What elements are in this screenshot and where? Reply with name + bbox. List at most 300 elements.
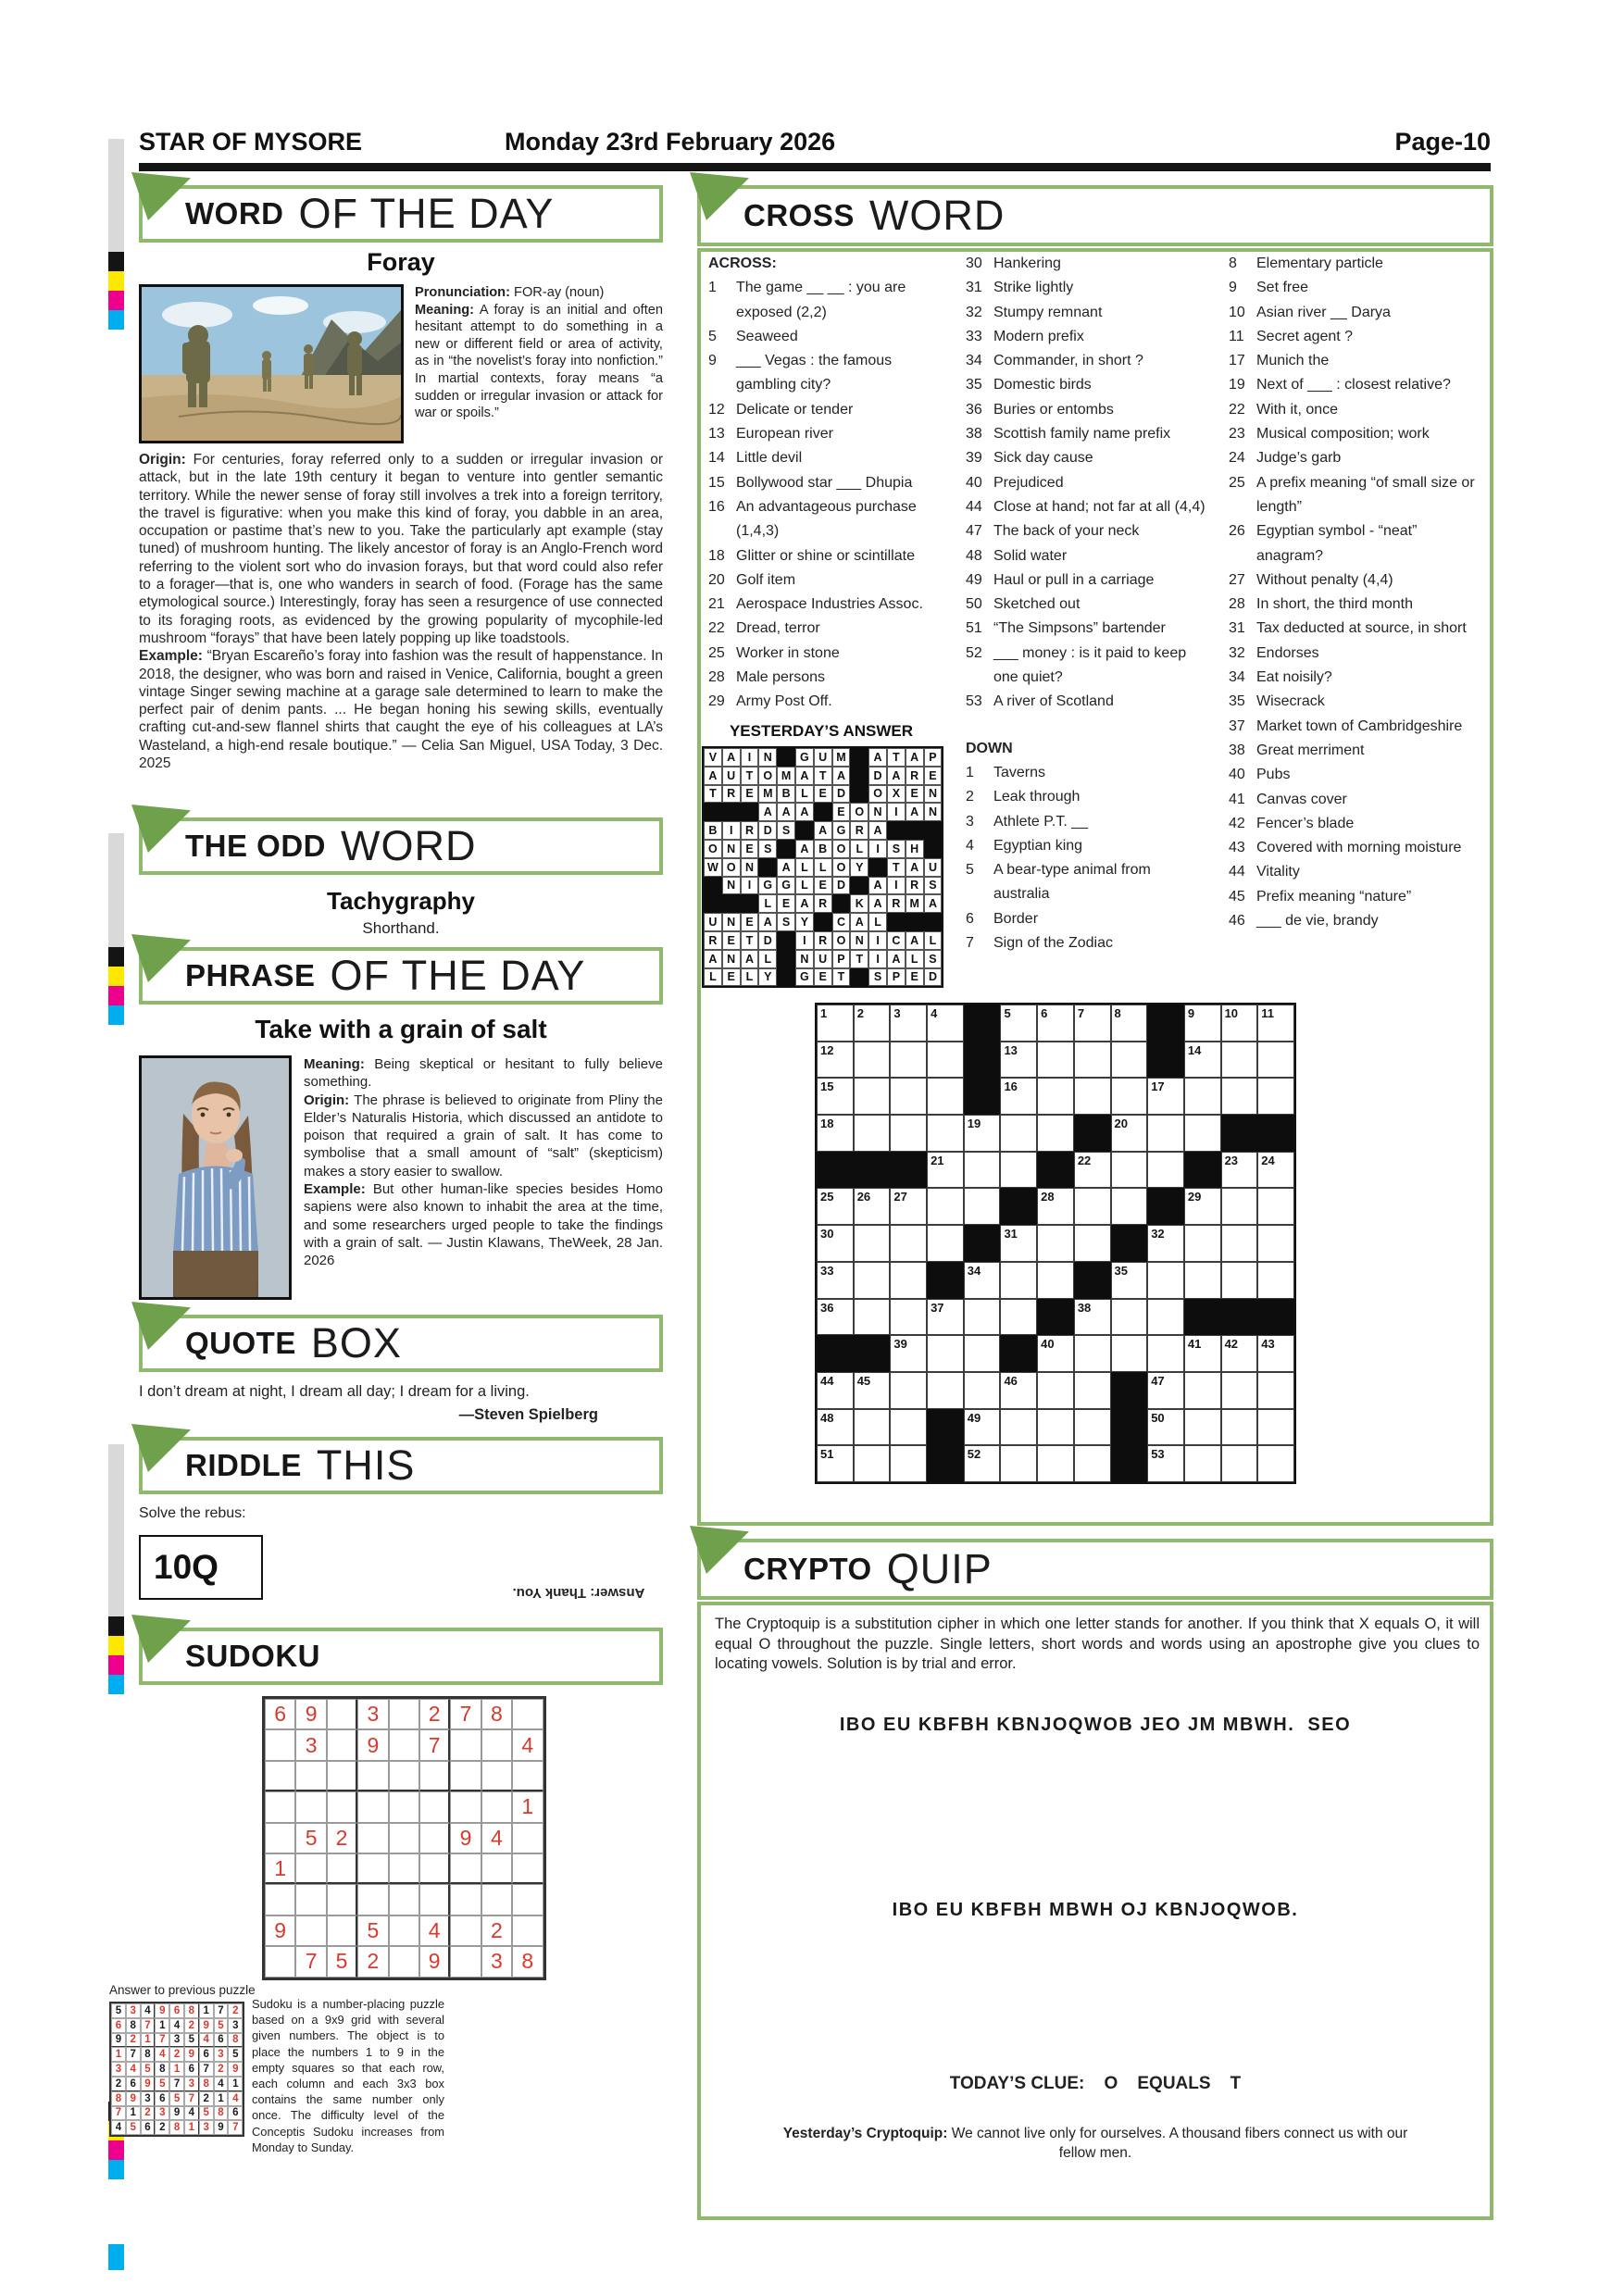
crossword-cell[interactable] (890, 1445, 927, 1482)
phrase-body (139, 1015, 663, 1300)
answer-letter-cell: D (832, 785, 851, 804)
sudoku-empty-cell[interactable] (512, 1884, 543, 1915)
sudoku-answer-cell: 9 (199, 2018, 214, 2033)
sudoku-empty-cell[interactable] (481, 1853, 512, 1884)
sudoku-answer-cell: 8 (111, 2091, 126, 2106)
crossword-cell-number: 23 (1224, 1153, 1239, 1167)
sudoku-answer-cell: 6 (184, 2062, 199, 2077)
answer-letter-cell: U (814, 748, 832, 767)
crossword-cell[interactable] (1037, 1042, 1074, 1079)
crossword-cell[interactable] (854, 1004, 891, 1042)
clue-text: Dread, terror (736, 620, 820, 637)
sudoku-empty-cell[interactable] (327, 1729, 357, 1760)
sudoku-empty-cell[interactable] (265, 1791, 295, 1822)
sudoku-given-cell: 3 (481, 1946, 512, 1977)
across-clue (708, 666, 954, 690)
across-clue (708, 276, 954, 325)
sudoku-empty-cell[interactable] (512, 1761, 543, 1791)
sudoku-empty-cell[interactable] (265, 1761, 295, 1791)
crossword-cell[interactable] (1147, 1445, 1184, 1482)
crossword-cell[interactable] (817, 1262, 854, 1299)
crossword-cell[interactable] (1074, 1335, 1111, 1372)
sudoku-empty-cell[interactable] (419, 1823, 450, 1853)
answer-letter-cell: A (906, 858, 924, 877)
sudoku-empty-cell[interactable] (265, 1946, 295, 1977)
sudoku-empty-cell[interactable] (512, 1699, 543, 1729)
clue-number: 36 (966, 401, 982, 418)
sudoku-given-cell: 5 (295, 1823, 326, 1853)
crossword-cell[interactable] (1037, 1372, 1074, 1409)
sudoku-empty-cell[interactable] (481, 1729, 512, 1760)
crossword-clues-column-1 (708, 252, 954, 715)
crossword-cell-number: 44 (820, 1373, 834, 1388)
clue-number: 32 (966, 304, 982, 320)
crossword-cell[interactable] (1257, 1262, 1294, 1299)
down-clue (1229, 642, 1480, 666)
sudoku-empty-cell[interactable] (512, 1823, 543, 1853)
crossword-cell[interactable] (927, 1188, 964, 1225)
sudoku-empty-cell[interactable] (389, 1946, 419, 1977)
crossword-cell[interactable] (1074, 1188, 1111, 1225)
clue-number: 35 (966, 377, 982, 393)
crossword-cell[interactable] (890, 1115, 927, 1152)
sudoku-empty-cell[interactable] (389, 1853, 419, 1884)
crossword-cell[interactable] (1147, 1078, 1184, 1115)
sudoku-empty-cell[interactable] (481, 1761, 512, 1791)
sudoku-empty-cell[interactable] (450, 1853, 481, 1884)
yesterdays-answer-label: YESTERDAY’S ANSWER (729, 722, 914, 740)
crossword-cell[interactable] (854, 1225, 891, 1262)
crossword-cell[interactable] (1074, 1004, 1111, 1042)
answer-letter-cell: E (741, 785, 759, 804)
sudoku-empty-cell[interactable] (389, 1915, 419, 1946)
crossword-cell[interactable] (890, 1078, 927, 1115)
answer-letter-cell: S (777, 821, 795, 840)
down-clue (1229, 763, 1480, 787)
crossword-cell[interactable] (964, 1152, 1001, 1189)
crossword-cell[interactable] (854, 1299, 891, 1336)
answer-letter-cell: I (868, 840, 887, 858)
crossword-cell[interactable] (1184, 1004, 1221, 1042)
crossword-cell[interactable] (964, 1409, 1001, 1446)
sudoku-grid (262, 1696, 546, 1980)
crossword-cell[interactable] (817, 1225, 854, 1262)
answer-letter-cell: M (777, 767, 795, 785)
clue-number: 41 (1229, 791, 1245, 807)
sudoku-given-cell: 2 (327, 1823, 357, 1853)
crossword-cell[interactable] (1221, 1262, 1258, 1299)
sudoku-answer-cell: 8 (155, 2062, 169, 2077)
sudoku-given-cell: 8 (481, 1699, 512, 1729)
sudoku-empty-cell[interactable] (295, 1761, 326, 1791)
crossword-cell[interactable] (854, 1115, 891, 1152)
crossword-cell[interactable] (890, 1188, 927, 1225)
sudoku-empty-cell[interactable] (265, 1729, 295, 1760)
sudoku-empty-cell[interactable] (327, 1884, 357, 1915)
sudoku-empty-cell[interactable] (295, 1884, 326, 1915)
crossword-cell[interactable] (1111, 1262, 1148, 1299)
crossword-cell[interactable] (1184, 1078, 1221, 1115)
crossword-cell[interactable] (1037, 1004, 1074, 1042)
clue-text: Haul or pull in a carriage (993, 571, 1155, 588)
answer-letter-cell: A (704, 767, 722, 785)
crossword-cell[interactable] (1257, 1042, 1294, 1079)
sudoku-given-cell: 1 (265, 1853, 295, 1884)
crossword-cell[interactable] (1257, 1409, 1294, 1446)
crossword-cell-number: 25 (820, 1190, 834, 1204)
clue-text: Munich the (1256, 353, 1330, 369)
crossword-cell[interactable] (1000, 1115, 1037, 1152)
clue-number: 28 (1229, 596, 1245, 613)
crossword-cell[interactable] (817, 1042, 854, 1079)
crossword-cell[interactable] (1221, 1152, 1258, 1189)
crossword-cell[interactable] (1184, 1409, 1221, 1446)
crossword-cell[interactable] (854, 1445, 891, 1482)
crossword-cell[interactable] (964, 1372, 1001, 1409)
crossword-cell[interactable] (854, 1042, 891, 1079)
clue-number: 25 (708, 644, 725, 661)
crossword-cell[interactable] (854, 1188, 891, 1225)
crossword-cell[interactable] (1037, 1409, 1074, 1446)
crossword-cell-number: 1 (820, 1006, 828, 1020)
crossword-cell[interactable] (1184, 1372, 1221, 1409)
crossword-cell[interactable] (1074, 1078, 1111, 1115)
sudoku-empty-cell[interactable] (450, 1791, 481, 1822)
crossword-cell[interactable] (1037, 1115, 1074, 1152)
sudoku-empty-cell[interactable] (327, 1699, 357, 1729)
crossword-cell[interactable] (817, 1004, 854, 1042)
crossword-cell[interactable] (890, 1335, 927, 1372)
crossword-cell[interactable] (890, 1262, 927, 1299)
sudoku-empty-cell[interactable] (389, 1761, 419, 1791)
sudoku-empty-cell[interactable] (419, 1884, 450, 1915)
crossword-cell[interactable] (927, 1335, 964, 1372)
crossword-cell[interactable] (927, 1042, 964, 1079)
crossword-cell[interactable] (1111, 1299, 1148, 1336)
crossword-cell[interactable] (1147, 1335, 1184, 1372)
answer-letter-cell: E (924, 767, 943, 785)
crossword-cell[interactable] (1221, 1004, 1258, 1042)
answer-letter-cell: E (722, 931, 741, 950)
crossword-cell[interactable] (927, 1115, 964, 1152)
clue-number: 1 (966, 764, 974, 780)
crossword-cell[interactable] (1147, 1115, 1184, 1152)
crossword-cell[interactable] (1000, 1299, 1037, 1336)
crossword-cell[interactable] (927, 1078, 964, 1115)
sudoku-answer-cell: 9 (214, 2120, 229, 2135)
sudoku-answer-cell: 4 (169, 2018, 184, 2033)
crossword-cell[interactable] (964, 1188, 1001, 1225)
sudoku-empty-cell[interactable] (357, 1853, 388, 1884)
crossword-cell[interactable] (1184, 1115, 1221, 1152)
crossword-cell[interactable] (964, 1299, 1001, 1336)
sudoku-answer-cell: 7 (184, 2091, 199, 2106)
answer-letter-cell: N (924, 785, 943, 804)
crossword-cell[interactable] (890, 1225, 927, 1262)
crossword-cell[interactable] (1000, 1409, 1037, 1446)
sudoku-empty-cell[interactable] (512, 1853, 543, 1884)
sudoku-empty-cell[interactable] (327, 1761, 357, 1791)
crossword-cell[interactable] (1184, 1335, 1221, 1372)
clue-text: Golf item (736, 571, 796, 588)
crossword-cell[interactable] (964, 1262, 1001, 1299)
sudoku-empty-cell[interactable] (512, 1915, 543, 1946)
crossword-cell[interactable] (1257, 1078, 1294, 1115)
answer-letter-cell: L (868, 913, 887, 931)
crossword-cell[interactable] (1257, 1372, 1294, 1409)
crossword-cell[interactable] (890, 1409, 927, 1446)
crossword-cell[interactable] (1111, 1004, 1148, 1042)
sudoku-empty-cell[interactable] (389, 1791, 419, 1822)
answer-letter-cell: X (887, 785, 906, 804)
crossword-cell[interactable] (1184, 1225, 1221, 1262)
crossword-cell[interactable] (1221, 1042, 1258, 1079)
clue-number: 33 (966, 328, 982, 344)
crossword-cell[interactable] (817, 1188, 854, 1225)
crossword-cell[interactable] (854, 1078, 891, 1115)
clue-number: 31 (1229, 620, 1245, 637)
answer-letter-cell: T (850, 950, 868, 968)
crossword-cell[interactable] (1147, 1299, 1184, 1336)
answer-letter-cell: N (758, 748, 777, 767)
crossword-cell[interactable] (1111, 1042, 1148, 1079)
crossword-cell[interactable] (1221, 1225, 1258, 1262)
crossword-cell-number: 37 (931, 1300, 944, 1315)
crossword-cell[interactable] (1147, 1409, 1184, 1446)
crossword-cell[interactable] (1000, 1372, 1037, 1409)
sudoku-answer-cell: 5 (141, 2062, 156, 2077)
sudoku-empty-cell[interactable] (481, 1884, 512, 1915)
sudoku-empty-cell[interactable] (389, 1884, 419, 1915)
crossword-cell[interactable] (890, 1042, 927, 1079)
crossword-cell[interactable] (1074, 1299, 1111, 1336)
crossword-cell-number: 53 (1151, 1447, 1165, 1462)
answer-black-cell (906, 821, 924, 840)
crossword-cell[interactable] (1257, 1188, 1294, 1225)
crossword-cell[interactable] (1037, 1078, 1074, 1115)
sudoku-given-cell: 2 (419, 1699, 450, 1729)
crossword-cell[interactable] (1257, 1445, 1294, 1482)
answer-black-cell (758, 858, 777, 877)
crossword-cell[interactable] (1037, 1335, 1074, 1372)
crossword-cell[interactable] (1111, 1188, 1148, 1225)
crossword-cell[interactable] (1074, 1445, 1111, 1482)
crossword-cell[interactable] (1111, 1335, 1148, 1372)
sudoku-empty-cell[interactable] (357, 1884, 388, 1915)
crossword-cell[interactable] (964, 1335, 1001, 1372)
answer-letter-cell: R (887, 894, 906, 913)
crossword-cell[interactable] (1184, 1042, 1221, 1079)
crossword-cell[interactable] (854, 1409, 891, 1446)
across-clue (708, 349, 954, 398)
crossword-cell[interactable] (1184, 1188, 1221, 1225)
sudoku-empty-cell[interactable] (357, 1761, 388, 1791)
clue-text: Elementary particle (1256, 256, 1383, 271)
crossword-cell[interactable] (1221, 1445, 1258, 1482)
thinking-woman-photo (139, 1055, 292, 1300)
crossword-cell[interactable] (817, 1299, 854, 1336)
answer-letter-cell: L (704, 968, 722, 987)
sudoku-answer-cell: 1 (126, 2106, 141, 2121)
answer-letter-cell: A (758, 913, 777, 931)
clue-text: Covered with morning moisture (1256, 840, 1462, 856)
crossword-cell[interactable] (1257, 1152, 1294, 1189)
sudoku-empty-cell[interactable] (389, 1823, 419, 1853)
crossword-cell[interactable] (1221, 1078, 1258, 1115)
crossword-cell[interactable] (1257, 1004, 1294, 1042)
across-clue (966, 617, 1210, 641)
crossword-cell[interactable] (1000, 1225, 1037, 1262)
crossword-cell[interactable] (817, 1078, 854, 1115)
crossword-cell[interactable] (1074, 1042, 1111, 1079)
clue-text: Set free (1256, 280, 1309, 296)
crossword-cell[interactable] (890, 1004, 927, 1042)
crossword-cell[interactable] (927, 1372, 964, 1409)
sudoku-empty-cell[interactable] (419, 1791, 450, 1822)
clue-number: 16 (708, 498, 725, 515)
sudoku-given-cell: 5 (357, 1915, 388, 1946)
crossword-black-cell (890, 1152, 927, 1189)
down-clue (1229, 836, 1480, 860)
answer-letter-cell: O (868, 785, 887, 804)
sudoku-answer-cell: 4 (155, 2047, 169, 2062)
sudoku-empty-cell[interactable] (450, 1915, 481, 1946)
crossword-cell[interactable] (1221, 1335, 1258, 1372)
clue-number: 22 (708, 620, 725, 637)
crossword-cell[interactable] (1147, 1225, 1184, 1262)
answer-letter-cell: N (722, 877, 741, 895)
crossword-cell[interactable] (854, 1372, 891, 1409)
crossword-cell[interactable] (1147, 1262, 1184, 1299)
answer-black-cell (924, 913, 943, 931)
section-label-bold: THE ODD (185, 829, 326, 863)
crossword-cell-number: 13 (1004, 1042, 1018, 1057)
corner-flag-icon (131, 1424, 191, 1472)
crossword-cell-number: 16 (1004, 1079, 1018, 1094)
clue-text: Buries or entombs (993, 401, 1114, 418)
crossword-cell[interactable] (964, 1445, 1001, 1482)
crossword-cell[interactable] (927, 1004, 964, 1042)
crossword-cell[interactable] (1000, 1262, 1037, 1299)
crossword-cell[interactable] (1000, 1004, 1037, 1042)
crossword-cell[interactable] (1000, 1078, 1037, 1115)
sudoku-answer-cell: 7 (228, 2120, 243, 2135)
crossword-cell[interactable] (1000, 1152, 1037, 1189)
sudoku-given-cell: 7 (450, 1699, 481, 1729)
sudoku-empty-cell[interactable] (450, 1884, 481, 1915)
crossword-cell-number: 6 (1041, 1006, 1048, 1020)
crossword-cell[interactable] (890, 1372, 927, 1409)
crossword-cell[interactable] (1111, 1078, 1148, 1115)
crossword-cell[interactable] (1221, 1409, 1258, 1446)
crossword-cell[interactable] (1184, 1445, 1221, 1482)
sudoku-empty-cell[interactable] (481, 1791, 512, 1822)
answer-letter-cell: T (741, 931, 759, 950)
sudoku-answer-cell: 4 (126, 2062, 141, 2077)
crossword-cell[interactable] (1257, 1225, 1294, 1262)
registration-bar (108, 833, 124, 947)
crossword-cell[interactable] (1221, 1372, 1258, 1409)
sudoku-answer-cell: 8 (199, 2077, 214, 2091)
sudoku-answer-cell: 3 (169, 2033, 184, 2048)
answer-letter-cell: A (722, 748, 741, 767)
answer-letter-cell: E (814, 785, 832, 804)
sudoku-empty-cell[interactable] (419, 1853, 450, 1884)
answer-letter-cell: A (795, 803, 814, 821)
crossword-cell[interactable] (890, 1299, 927, 1336)
crossword-cell[interactable] (1000, 1445, 1037, 1482)
crossword-cell[interactable] (1037, 1445, 1074, 1482)
sudoku-empty-cell[interactable] (265, 1884, 295, 1915)
crossword-cell[interactable] (1147, 1372, 1184, 1409)
sudoku-empty-cell[interactable] (327, 1791, 357, 1822)
crossword-cell[interactable] (817, 1445, 854, 1482)
answer-black-cell (906, 913, 924, 931)
crossword-cell[interactable] (1074, 1372, 1111, 1409)
sudoku-empty-cell[interactable] (265, 1823, 295, 1853)
crossword-cell[interactable] (1111, 1152, 1148, 1189)
crossword-cell[interactable] (1037, 1188, 1074, 1225)
crossword-cell[interactable] (1221, 1188, 1258, 1225)
crossword-cell[interactable] (927, 1299, 964, 1336)
sudoku-empty-cell[interactable] (295, 1915, 326, 1946)
crossword-cell[interactable] (1037, 1262, 1074, 1299)
down-clue (1229, 739, 1480, 763)
crossword-cell[interactable] (1074, 1409, 1111, 1446)
crossword-cell[interactable] (854, 1262, 891, 1299)
crossword-cell-number: 34 (967, 1263, 981, 1278)
crossword-cell[interactable] (1074, 1152, 1111, 1189)
down-header: DOWN (966, 740, 1013, 756)
across-clue (966, 471, 1210, 495)
crossword-cell[interactable] (1257, 1335, 1294, 1372)
crossword-cell[interactable] (1000, 1042, 1037, 1079)
crossword-cell[interactable] (817, 1372, 854, 1409)
sudoku-empty-cell[interactable] (419, 1761, 450, 1791)
crossword-cell[interactable] (964, 1115, 1001, 1152)
sudoku-empty-cell[interactable] (327, 1915, 357, 1946)
crossword-cell[interactable] (1184, 1262, 1221, 1299)
crossword-cell[interactable] (927, 1225, 964, 1262)
answer-letter-cell: N (722, 950, 741, 968)
sudoku-empty-cell[interactable] (295, 1791, 326, 1822)
answer-letter-cell: R (850, 821, 868, 840)
sudoku-empty-cell[interactable] (389, 1699, 419, 1729)
crossword-cell[interactable] (817, 1409, 854, 1446)
section-label-bold: PHRASE (185, 958, 316, 992)
crossword-cell[interactable] (1074, 1225, 1111, 1262)
answer-letter-cell: N (722, 913, 741, 931)
crossword-cell[interactable] (1037, 1225, 1074, 1262)
sudoku-empty-cell[interactable] (450, 1946, 481, 1977)
crossword-cell[interactable] (1147, 1152, 1184, 1189)
sudoku-answer-cell: 5 (126, 2120, 141, 2135)
crossword-cell[interactable] (1111, 1115, 1148, 1152)
across-clues-list (966, 252, 1210, 715)
sudoku-empty-cell[interactable] (450, 1729, 481, 1760)
down-clue (1229, 471, 1480, 520)
sudoku-empty-cell[interactable] (357, 1823, 388, 1853)
sudoku-empty-cell[interactable] (389, 1729, 419, 1760)
sudoku-empty-cell[interactable] (295, 1853, 326, 1884)
across-clue (966, 349, 1210, 373)
sudoku-empty-cell[interactable] (357, 1791, 388, 1822)
crossword-cell[interactable] (927, 1152, 964, 1189)
crossword-cell[interactable] (817, 1115, 854, 1152)
across-clue (966, 398, 1210, 422)
sudoku-empty-cell[interactable] (450, 1761, 481, 1791)
sudoku-empty-cell[interactable] (327, 1853, 357, 1884)
